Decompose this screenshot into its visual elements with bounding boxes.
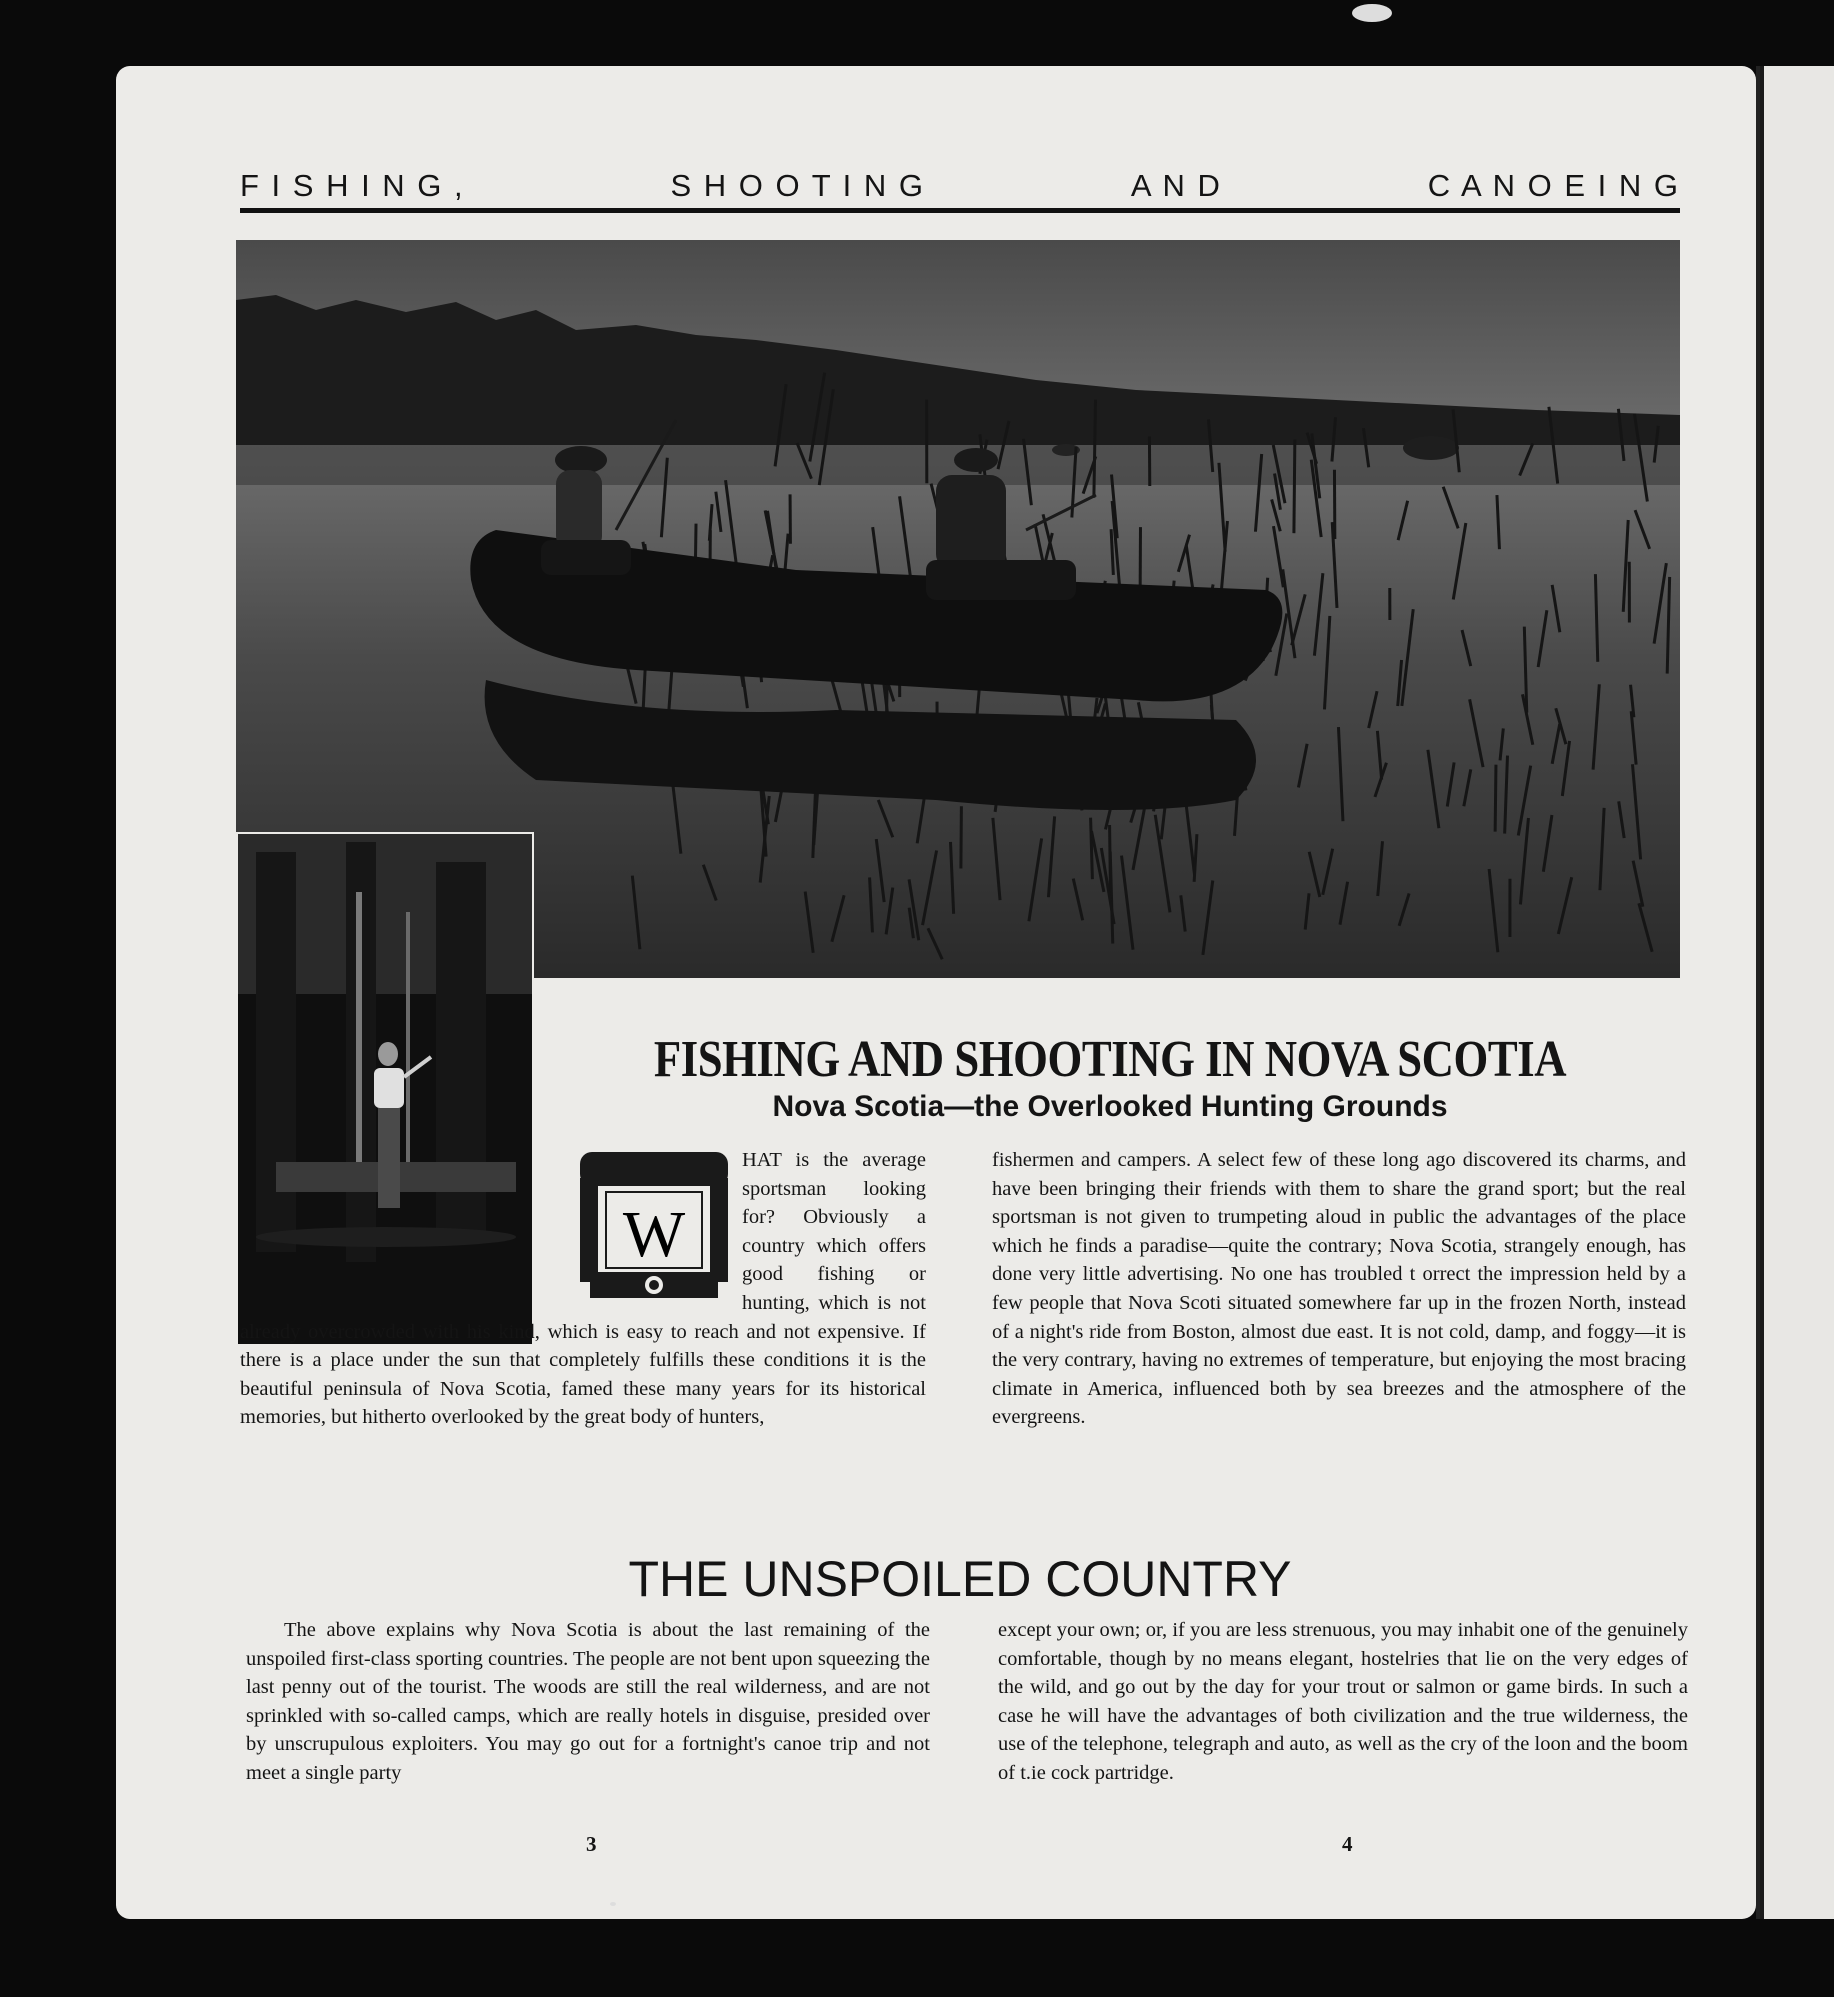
article-column-2 [992, 1146, 1686, 1432]
header-rule [240, 208, 1680, 213]
scan-speck [1352, 4, 1392, 22]
article-intro-text: HAT is the average sportsman looking for? Obviously a country which offers good fishing or hunting, which is not already overcrowded with his kind, which is easy to reach and not expensive. If there is a place under the sun that completely fulfills these conditions it is the beautiful peninsula of Nova Scotia, famed these many years for its historical memories, but hitherto overlooked by the great body of hunters, [240, 1149, 926, 1429]
article-col2-text: fishermen and campers. A select few of these long ago discovered its charms, and have been bringing their friends with them to share the grand sport; but the real sportsman is not given to trumpeting aloud in public the advantages of the place which he finds a paradise—quite the contrary; Nova Scotia, strangely enough, has done very little advertising. No one has troubled t orrect the impression held by a few people that Nova Scoti situated somewhere far up in the frozen North, instead of a night's ride from Boston, almost due east. It is not cold, damp, and foggy—it is the very contrary, having no extremes of temperature, but enjoying the most bracing climate in America, influenced both by sea breezes and the atmosphere of the evergreens. [992, 1149, 1686, 1429]
header-word: F I S H I N G , [240, 168, 465, 203]
adjacent-page-edge [1760, 66, 1834, 1919]
article-title: FISHING AND SHOOTING IN NOVA SCOTIA [653, 1031, 1567, 1088]
scan-speck [610, 1902, 616, 1906]
drop-cap-letter: W [622, 1198, 686, 1271]
section2-col1-text: The above explains why Nova Scotia is about the last remaining of the unspoiled first-class sporting countries. The people are not bent upon squeezing the last penny out of the tourist. The woods are still the real wilderness, and are not sprinkled with so-called camps, which are really hotels in disguise, presided over by unscrupulous exploiters. You may go out for a fortnight's canoe trip and not meet a single party [246, 1619, 930, 1784]
reed-stroke [1294, 440, 1295, 534]
section-heading: THE UNSPOILED COUNTRY [628, 1551, 1292, 1607]
reed-stroke [1495, 765, 1496, 832]
header-word: C A N O E I N G [1427, 168, 1680, 203]
header-word: A N D [1130, 168, 1222, 203]
page-number-left: 3 [586, 1832, 597, 1856]
article-subtitle: Nova Scotia—the Overlooked Hunting Grounds [772, 1090, 1448, 1123]
section2-column-2 [998, 1616, 1688, 1788]
section2-column-1 [246, 1616, 930, 1788]
drop-cap [574, 1146, 734, 1306]
running-header [240, 168, 1680, 204]
section2-col2-text: except your own; or, if you are less strenuous, you may inhabit one of the genuinely comfortable, though by no means elegant, hostelries that lie on the very edges of the wild, and go out by the day for your trout or salmon or game birds. In such a case he will have the advantages of both civilization and the true wilderness, the use of the telephone, telegraph and auto, as well as the cry of the loon and the boom of t.ie cock partridge. [998, 1619, 1688, 1784]
reed-stroke [1094, 400, 1096, 498]
page-number-right: 4 [1342, 1832, 1353, 1856]
article-column-1 [240, 1146, 926, 1432]
reed-stroke [1091, 818, 1093, 880]
header-word: S H O O T I N G [670, 168, 926, 203]
